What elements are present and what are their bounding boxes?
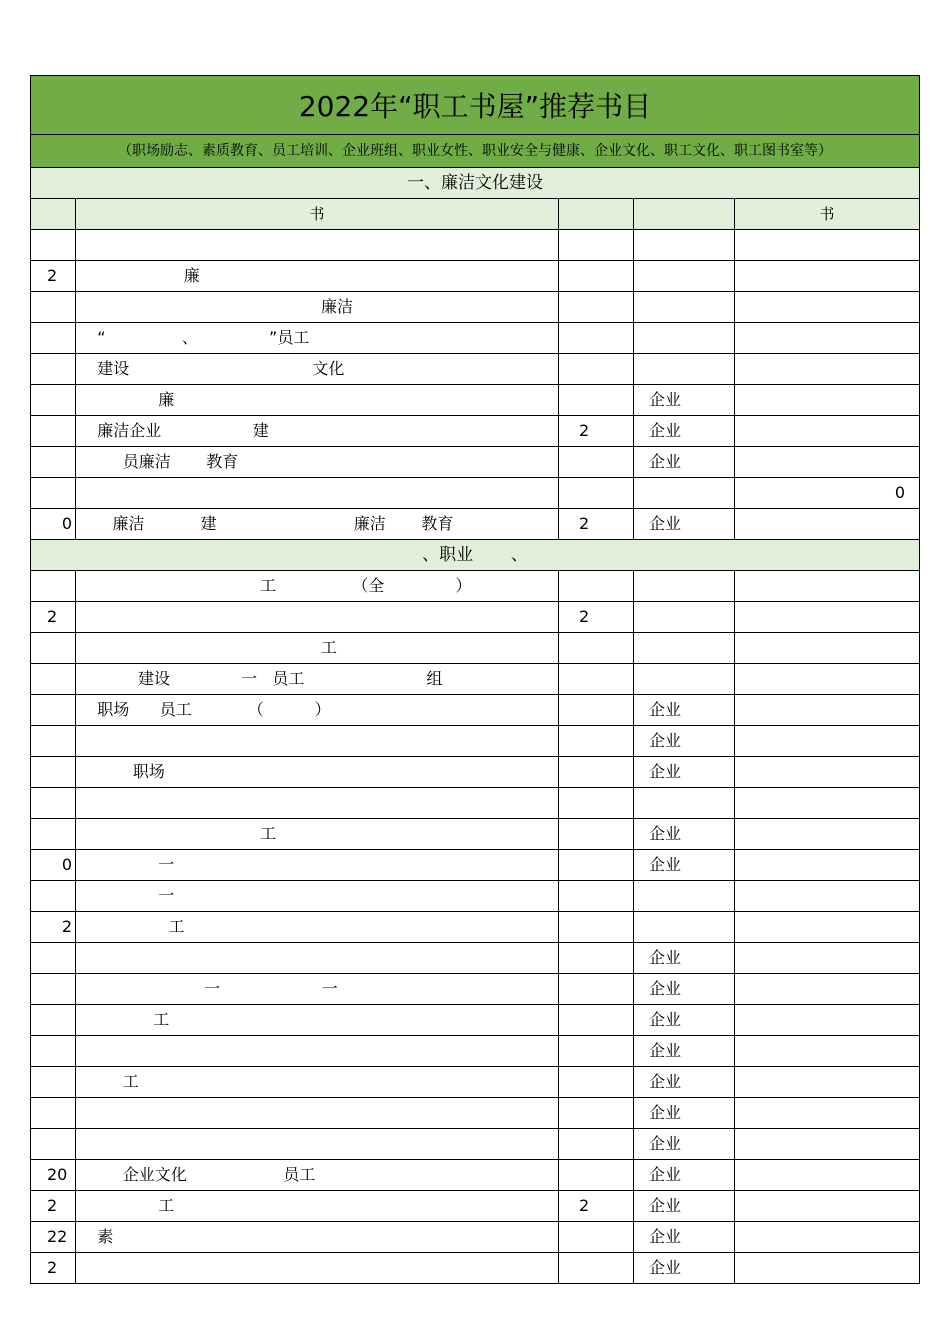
- table-cell[interactable]: 2: [31, 912, 76, 943]
- table-cell[interactable]: [559, 323, 634, 354]
- table-cell[interactable]: 企业: [634, 850, 735, 881]
- table-cell[interactable]: [31, 230, 76, 261]
- table-cell[interactable]: 0: [31, 850, 76, 881]
- table-cell[interactable]: 0: [31, 509, 76, 540]
- table-cell[interactable]: [735, 974, 920, 1005]
- table-cell[interactable]: 22: [31, 1222, 76, 1253]
- table-cell[interactable]: [559, 1067, 634, 1098]
- table-cell[interactable]: [559, 633, 634, 664]
- table-cell[interactable]: 2: [31, 1191, 76, 1222]
- table-cell[interactable]: [735, 757, 920, 788]
- table-cell[interactable]: 企业: [634, 695, 735, 726]
- column-header[interactable]: 书: [76, 199, 559, 230]
- table-cell[interactable]: 一 一: [76, 974, 559, 1005]
- table-cell[interactable]: [76, 478, 559, 509]
- table-cell[interactable]: [31, 385, 76, 416]
- table-row: [31, 1036, 920, 1067]
- table-cell[interactable]: [31, 447, 76, 478]
- table-cell[interactable]: 廉: [76, 261, 559, 292]
- table-cell[interactable]: [735, 447, 920, 478]
- table-row: [31, 478, 920, 509]
- table-cell[interactable]: [735, 850, 920, 881]
- table-cell[interactable]: 一: [76, 881, 559, 912]
- column-header-row: [31, 199, 920, 230]
- table-cell[interactable]: [31, 416, 76, 447]
- table-cell[interactable]: 企业: [634, 1222, 735, 1253]
- table-row: [31, 447, 920, 478]
- column-header[interactable]: [31, 199, 76, 230]
- table-cell[interactable]: [634, 230, 735, 261]
- table-cell[interactable]: [735, 1222, 920, 1253]
- table-cell[interactable]: 20: [31, 1160, 76, 1191]
- table-cell[interactable]: 建设 一 员工 组: [76, 664, 559, 695]
- table-cell[interactable]: [735, 1067, 920, 1098]
- table-cell[interactable]: [735, 912, 920, 943]
- sheet-subtitle: （职场励志、素质教育、员工培训、企业班组、职业女性、职业安全与健康、企业文化、职工文化、职工图书室等）: [31, 135, 920, 168]
- table-cell[interactable]: [735, 788, 920, 819]
- table-cell[interactable]: [559, 726, 634, 757]
- table-cell[interactable]: [735, 726, 920, 757]
- table-row: [31, 881, 920, 912]
- table-row: [31, 1222, 920, 1253]
- table-cell[interactable]: 工: [76, 1005, 559, 1036]
- table-cell[interactable]: [559, 912, 634, 943]
- table-cell[interactable]: 工: [76, 633, 559, 664]
- table-cell[interactable]: [31, 881, 76, 912]
- table-cell[interactable]: 2: [559, 509, 634, 540]
- table-cell[interactable]: [634, 292, 735, 323]
- table-cell[interactable]: [559, 1222, 634, 1253]
- table-cell[interactable]: [76, 1129, 559, 1160]
- table-row: [31, 416, 920, 447]
- table-cell[interactable]: [634, 912, 735, 943]
- table-cell[interactable]: 2: [559, 416, 634, 447]
- book-list-table: [30, 75, 920, 1284]
- table-cell[interactable]: [559, 757, 634, 788]
- column-header[interactable]: [634, 199, 735, 230]
- table-cell[interactable]: 企业: [634, 1067, 735, 1098]
- subtitle-row: [31, 135, 920, 168]
- table-cell[interactable]: 职场: [76, 757, 559, 788]
- table-cell[interactable]: [559, 1005, 634, 1036]
- table-cell[interactable]: 廉: [76, 385, 559, 416]
- table-cell[interactable]: [559, 1160, 634, 1191]
- table-row: [31, 385, 920, 416]
- table-cell[interactable]: [634, 571, 735, 602]
- table-cell[interactable]: [735, 943, 920, 974]
- table-cell[interactable]: [735, 1253, 920, 1284]
- table-cell[interactable]: [735, 1005, 920, 1036]
- table-cell[interactable]: 企业: [634, 416, 735, 447]
- table-cell[interactable]: 一: [76, 850, 559, 881]
- table-cell[interactable]: 企业: [634, 509, 735, 540]
- table-row: [31, 974, 920, 1005]
- table-cell[interactable]: “ 、 ”员工: [76, 323, 559, 354]
- table-row: [31, 819, 920, 850]
- table-row: [31, 1253, 920, 1284]
- table-cell[interactable]: [735, 261, 920, 292]
- table-cell[interactable]: [31, 819, 76, 850]
- table-cell[interactable]: [31, 1036, 76, 1067]
- table-row: [31, 1129, 920, 1160]
- table-cell[interactable]: 廉洁: [76, 292, 559, 323]
- sheet-title: 2022年“职工书屋”推荐书目: [31, 76, 920, 135]
- table-cell[interactable]: [559, 1036, 634, 1067]
- table-cell[interactable]: [735, 509, 920, 540]
- table-cell[interactable]: [559, 881, 634, 912]
- table-cell[interactable]: [76, 1036, 559, 1067]
- table-cell[interactable]: [31, 1067, 76, 1098]
- table-cell[interactable]: [735, 230, 920, 261]
- table-cell[interactable]: 企业: [634, 757, 735, 788]
- table-cell[interactable]: 员廉洁 教育: [76, 447, 559, 478]
- table-row: [31, 509, 920, 540]
- table-cell[interactable]: [735, 664, 920, 695]
- table-cell[interactable]: 建设 文化: [76, 354, 559, 385]
- table-cell[interactable]: 2: [31, 261, 76, 292]
- table-cell[interactable]: [31, 788, 76, 819]
- table-cell[interactable]: [559, 695, 634, 726]
- section-heading-row: [31, 540, 920, 571]
- table-cell[interactable]: 工: [76, 1191, 559, 1222]
- table-cell[interactable]: [31, 1098, 76, 1129]
- table-cell[interactable]: [76, 1098, 559, 1129]
- table-cell[interactable]: [31, 974, 76, 1005]
- table-cell[interactable]: 企业: [634, 1098, 735, 1129]
- table-row: [31, 695, 920, 726]
- table-cell[interactable]: [31, 354, 76, 385]
- table-cell[interactable]: [76, 1253, 559, 1284]
- table-cell[interactable]: [76, 788, 559, 819]
- table-cell[interactable]: 企业: [634, 974, 735, 1005]
- table-cell[interactable]: [634, 664, 735, 695]
- title-row: [31, 76, 920, 135]
- table-cell[interactable]: [735, 323, 920, 354]
- table-cell[interactable]: 企业: [634, 1036, 735, 1067]
- table-cell[interactable]: [559, 385, 634, 416]
- table-cell[interactable]: [634, 261, 735, 292]
- table-row: [31, 664, 920, 695]
- table-row: [31, 323, 920, 354]
- section-heading[interactable]: 、职业 、: [31, 540, 920, 571]
- table-cell[interactable]: [31, 664, 76, 695]
- table-cell[interactable]: [735, 1129, 920, 1160]
- table-cell[interactable]: [735, 292, 920, 323]
- table-cell[interactable]: [31, 323, 76, 354]
- table-row: [31, 354, 920, 385]
- table-cell[interactable]: 企业: [634, 943, 735, 974]
- table-cell[interactable]: 企业: [634, 1005, 735, 1036]
- section-heading[interactable]: 一、廉洁文化建设: [31, 168, 920, 199]
- table-cell[interactable]: 企业: [634, 819, 735, 850]
- table-cell[interactable]: [735, 416, 920, 447]
- table-cell[interactable]: 职场 员工 （ ）: [76, 695, 559, 726]
- table-cell[interactable]: [76, 230, 559, 261]
- table-row: [31, 1067, 920, 1098]
- table-cell[interactable]: [634, 881, 735, 912]
- table-cell[interactable]: 企业: [634, 726, 735, 757]
- table-cell[interactable]: [559, 974, 634, 1005]
- table-cell[interactable]: [634, 788, 735, 819]
- table-cell[interactable]: 2: [559, 1191, 634, 1222]
- table-cell[interactable]: [559, 1253, 634, 1284]
- table-cell[interactable]: [559, 819, 634, 850]
- table-row: [31, 757, 920, 788]
- table-cell[interactable]: 2: [559, 602, 634, 633]
- table-cell[interactable]: [76, 943, 559, 974]
- table-cell[interactable]: 企业: [634, 447, 735, 478]
- table-cell[interactable]: 工: [76, 819, 559, 850]
- table-cell[interactable]: [559, 943, 634, 974]
- table-row: [31, 943, 920, 974]
- table-cell[interactable]: [634, 478, 735, 509]
- table-cell[interactable]: [559, 664, 634, 695]
- table-cell[interactable]: 企业: [634, 1253, 735, 1284]
- table-cell[interactable]: 企业: [634, 1160, 735, 1191]
- table-row: [31, 230, 920, 261]
- table-cell[interactable]: [559, 478, 634, 509]
- table-cell[interactable]: [735, 354, 920, 385]
- table-cell[interactable]: 企业: [634, 385, 735, 416]
- table-cell[interactable]: 2: [31, 1253, 76, 1284]
- table-row: [31, 1098, 920, 1129]
- table-cell[interactable]: 工 （全 ）: [76, 571, 559, 602]
- table-cell[interactable]: [735, 1191, 920, 1222]
- table-cell[interactable]: [735, 571, 920, 602]
- table-cell[interactable]: 企业: [634, 1191, 735, 1222]
- table-row: [31, 1191, 920, 1222]
- table-cell[interactable]: [735, 819, 920, 850]
- table-cell[interactable]: [31, 478, 76, 509]
- table-cell[interactable]: [735, 602, 920, 633]
- table-row: [31, 726, 920, 757]
- table-cell[interactable]: [559, 788, 634, 819]
- table-cell[interactable]: [31, 1129, 76, 1160]
- section-heading-row: [31, 168, 920, 199]
- table-cell[interactable]: 廉洁企业 建: [76, 416, 559, 447]
- table-cell[interactable]: [31, 1005, 76, 1036]
- table-cell[interactable]: [31, 571, 76, 602]
- table-cell[interactable]: [634, 602, 735, 633]
- table-cell[interactable]: [735, 385, 920, 416]
- table-row: [31, 850, 920, 881]
- table-cell[interactable]: [634, 633, 735, 664]
- table-cell[interactable]: [76, 602, 559, 633]
- table-cell[interactable]: [559, 354, 634, 385]
- table-cell[interactable]: [735, 695, 920, 726]
- table-row: [31, 571, 920, 602]
- table-cell[interactable]: [735, 1036, 920, 1067]
- table-row: [31, 1005, 920, 1036]
- table-cell[interactable]: 0: [735, 478, 920, 509]
- table-cell[interactable]: [735, 1098, 920, 1129]
- table-row: [31, 261, 920, 292]
- table-cell[interactable]: 廉洁 建 廉洁 教育: [76, 509, 559, 540]
- column-header[interactable]: 书: [735, 199, 920, 230]
- table-cell[interactable]: [634, 354, 735, 385]
- table-cell[interactable]: [735, 881, 920, 912]
- table-row: [31, 1160, 920, 1191]
- table-cell[interactable]: 素: [76, 1222, 559, 1253]
- table-cell[interactable]: [634, 323, 735, 354]
- table-cell[interactable]: 工: [76, 1067, 559, 1098]
- table-cell[interactable]: [559, 1098, 634, 1129]
- table-cell[interactable]: [559, 850, 634, 881]
- table-cell[interactable]: 工: [76, 912, 559, 943]
- table-row: [31, 788, 920, 819]
- table-cell[interactable]: [31, 695, 76, 726]
- column-header[interactable]: [559, 199, 634, 230]
- spreadsheet: [30, 75, 919, 1284]
- table-cell[interactable]: [735, 1160, 920, 1191]
- table-cell[interactable]: [31, 726, 76, 757]
- table-cell[interactable]: [559, 292, 634, 323]
- table-cell[interactable]: 2: [31, 602, 76, 633]
- table-cell[interactable]: [559, 261, 634, 292]
- table-cell[interactable]: [559, 1129, 634, 1160]
- table-cell[interactable]: [31, 292, 76, 323]
- table-row: [31, 633, 920, 664]
- table-cell[interactable]: [559, 447, 634, 478]
- table-cell[interactable]: [76, 726, 559, 757]
- table-cell[interactable]: [31, 757, 76, 788]
- table-cell[interactable]: [735, 633, 920, 664]
- table-row: [31, 912, 920, 943]
- table-row: [31, 602, 920, 633]
- table-cell[interactable]: [31, 633, 76, 664]
- table-cell[interactable]: 企业文化 员工: [76, 1160, 559, 1191]
- table-cell[interactable]: 企业: [634, 1129, 735, 1160]
- table-row: [31, 292, 920, 323]
- table-cell[interactable]: [559, 571, 634, 602]
- table-cell[interactable]: [31, 943, 76, 974]
- table-cell[interactable]: [559, 230, 634, 261]
